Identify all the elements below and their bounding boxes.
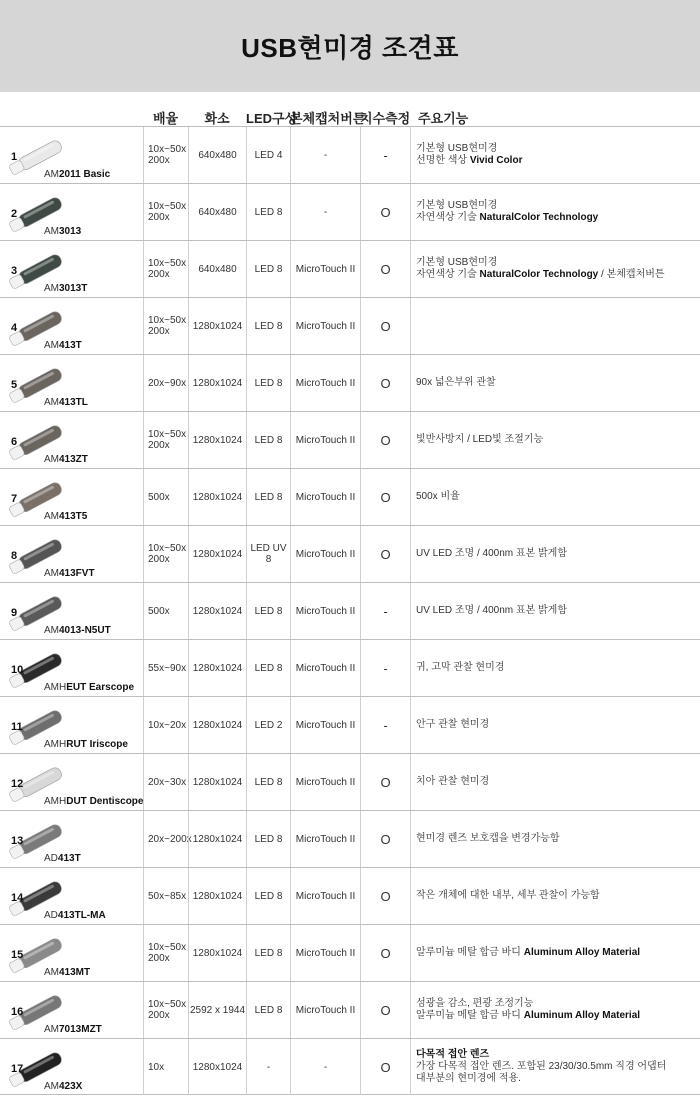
feature-highlight: NaturalColor Technology — [479, 269, 599, 280]
measurement-cell: O — [360, 469, 410, 525]
led-cell: LED UV 8 — [246, 526, 290, 582]
row-number: 10 — [11, 664, 24, 676]
features-lines — [416, 833, 560, 845]
led-cell: LED 8 — [246, 982, 290, 1038]
capture-button-cell: MicroTouch II — [290, 412, 360, 468]
measurement-cell: O — [360, 925, 410, 981]
product-cell — [0, 640, 143, 696]
model-prefix: AMH — [44, 739, 67, 750]
features-lines — [416, 998, 640, 1022]
row-number: 9 — [11, 607, 18, 619]
model-name — [44, 454, 88, 465]
magnification-cell: 10x~50x 200x — [143, 241, 188, 297]
features-cell — [410, 925, 700, 981]
led-cell: LED 8 — [246, 811, 290, 867]
product-cell — [0, 982, 143, 1038]
features-cell — [410, 754, 700, 810]
resolution-cell: 1280x1024 — [188, 298, 246, 354]
magnification-cell: 10x~50x 200x — [143, 526, 188, 582]
resolution-cell: 1280x1024 — [188, 868, 246, 924]
model-name — [44, 796, 143, 807]
measurement-cell: O — [360, 526, 410, 582]
model-name — [44, 625, 111, 636]
row-number: 1 — [11, 151, 18, 163]
resolution-cell: 640x480 — [188, 184, 246, 240]
table-row — [0, 183, 700, 240]
capture-button-cell: MicroTouch II — [290, 868, 360, 924]
resolution-cell: 1280x1024 — [188, 526, 246, 582]
feature-line: 안구 관찰 현미경 — [416, 719, 490, 730]
capture-button-cell: MicroTouch II — [290, 982, 360, 1038]
led-cell: LED 2 — [246, 697, 290, 753]
led-cell: LED 8 — [246, 412, 290, 468]
magnification-cell: 10x~50x 200x — [143, 127, 188, 183]
measurement-cell: O — [360, 298, 410, 354]
product-cell — [0, 127, 143, 183]
table-row — [0, 411, 700, 468]
row-number: 12 — [11, 778, 24, 790]
led-cell: LED 8 — [246, 469, 290, 525]
magnification-cell: 50x~85x — [143, 868, 188, 924]
row-number: 5 — [11, 379, 18, 391]
capture-button-cell: MicroTouch II — [290, 697, 360, 753]
led-cell: LED 8 — [246, 925, 290, 981]
feature-line — [416, 1049, 666, 1061]
features-cell — [410, 127, 700, 183]
led-cell: LED 4 — [246, 127, 290, 183]
row-number: 17 — [11, 1063, 24, 1075]
table-row — [0, 582, 700, 639]
features-lines — [416, 1049, 666, 1085]
model-code: 3013 — [59, 226, 82, 237]
model-name — [44, 283, 87, 294]
feature-line: 빛반사방지 / LED빛 조절기능 — [416, 434, 544, 445]
model-name — [44, 226, 81, 237]
led-cell: LED 8 — [246, 355, 290, 411]
measurement-cell: - — [360, 127, 410, 183]
resolution-cell: 1280x1024 — [188, 469, 246, 525]
model-prefix: AD — [44, 853, 58, 864]
features-lines — [416, 605, 567, 617]
measurement-cell: O — [360, 982, 410, 1038]
feature-line: 90x 넓은부위 관찰 — [416, 377, 496, 388]
features-lines — [416, 491, 460, 503]
capture-button-cell: - — [290, 184, 360, 240]
resolution-cell: 1280x1024 — [188, 640, 246, 696]
feature-line: 자연색상 기술 NaturalColor Technology — [416, 212, 599, 223]
model-prefix: AMH — [44, 682, 67, 693]
product-cell — [0, 1039, 143, 1095]
magnification-cell: 10x~50x 200x — [143, 298, 188, 354]
feature-line: 작은 개체에 대한 내부, 세부 관찰이 가능함 — [416, 890, 600, 901]
capture-button-cell: - — [290, 1039, 360, 1095]
product-cell — [0, 355, 143, 411]
row-number: 2 — [11, 208, 18, 220]
row-number: 16 — [11, 1006, 24, 1018]
product-cell — [0, 754, 143, 810]
model-name — [44, 568, 95, 579]
row-number: 11 — [11, 721, 23, 733]
row-number: 13 — [11, 835, 24, 847]
features-cell — [410, 526, 700, 582]
features-cell — [410, 697, 700, 753]
table-row — [0, 639, 700, 696]
led-cell: LED 8 — [246, 754, 290, 810]
table-row — [0, 240, 700, 297]
model-prefix: AM — [44, 511, 59, 522]
product-cell — [0, 811, 143, 867]
measurement-cell: O — [360, 355, 410, 411]
feature-line: UV LED 조명 / 400nm 표본 밝게함 — [416, 548, 567, 559]
features-lines — [416, 719, 489, 731]
product-cell — [0, 184, 143, 240]
header-capture: 본체캡처버튼 — [290, 111, 366, 126]
features-lines — [416, 548, 567, 560]
product-cell — [0, 241, 143, 297]
capture-button-cell: MicroTouch II — [290, 925, 360, 981]
model-code: 7013MZT — [59, 1024, 102, 1035]
measurement-cell: - — [360, 697, 410, 753]
product-cell — [0, 925, 143, 981]
title-banner — [0, 0, 700, 92]
feature-highlight: Vivid Color — [469, 155, 523, 166]
header-magnification: 배율 — [152, 111, 179, 126]
model-name — [44, 739, 128, 750]
model-prefix: AM — [44, 283, 59, 294]
features-cell — [410, 469, 700, 525]
features-cell — [410, 412, 700, 468]
model-prefix: AM — [44, 967, 59, 978]
table-row — [0, 354, 700, 411]
feature-line: 기본형 USB현미경 — [416, 257, 498, 268]
model-code: 413T — [59, 340, 82, 351]
capture-button-cell: MicroTouch II — [290, 754, 360, 810]
features-lines — [416, 947, 640, 959]
resolution-cell: 1280x1024 — [188, 754, 246, 810]
model-name — [44, 397, 88, 408]
measurement-cell: O — [360, 241, 410, 297]
resolution-cell: 1280x1024 — [188, 355, 246, 411]
measurement-cell: O — [360, 184, 410, 240]
magnification-cell: 10x — [143, 1039, 188, 1095]
measurement-cell: O — [360, 868, 410, 924]
product-cell — [0, 412, 143, 468]
features-cell — [410, 241, 700, 297]
product-cell — [0, 469, 143, 525]
features-lines — [416, 890, 600, 902]
feature-line: 현미경 렌즈 보호캡을 변경가능함 — [416, 833, 560, 844]
led-cell: LED 8 — [246, 298, 290, 354]
measurement-cell: O — [360, 412, 410, 468]
model-name — [44, 340, 82, 351]
row-number: 15 — [11, 949, 24, 961]
magnification-cell: 20x~30x — [143, 754, 188, 810]
table-row — [0, 981, 700, 1038]
model-code: 3013T — [59, 283, 88, 294]
model-prefix: AM — [44, 1081, 59, 1092]
feature-line: 가장 다목적 접안 렌즈. 포함된 23/30/30.5mm 직경 어댑터 — [416, 1061, 667, 1072]
capture-button-cell: MicroTouch II — [290, 526, 360, 582]
model-code: 413T — [57, 853, 81, 864]
table-row — [0, 1038, 700, 1095]
row-number: 14 — [11, 892, 24, 904]
feature-line: 500x 비율 — [416, 491, 460, 502]
features-lines — [416, 662, 504, 674]
features-lines — [416, 377, 496, 389]
row-number: 4 — [11, 322, 18, 334]
capture-button-cell: MicroTouch II — [290, 355, 360, 411]
product-cell — [0, 868, 143, 924]
model-name — [44, 682, 134, 693]
feature-line: 기본형 USB현미경 — [416, 200, 498, 211]
magnification-cell: 10x~50x 200x — [143, 982, 188, 1038]
features-cell — [410, 184, 700, 240]
capture-button-cell: MicroTouch II — [290, 241, 360, 297]
feature-highlight: 다목적 접안 렌즈 — [416, 1049, 490, 1060]
features-cell — [410, 298, 700, 354]
capture-button-cell: MicroTouch II — [290, 298, 360, 354]
features-lines — [416, 434, 543, 446]
row-number: 7 — [11, 493, 18, 505]
magnification-cell: 55x~90x — [143, 640, 188, 696]
feature-highlight: NaturalColor Technology — [479, 212, 599, 223]
table-row — [0, 525, 700, 582]
magnification-cell: 500x — [143, 583, 188, 639]
table-row — [0, 867, 700, 924]
table-row — [0, 468, 700, 525]
feature-line: 치아 관찰 현미경 — [416, 776, 490, 787]
row-number: 8 — [11, 550, 18, 562]
feature-line: 귀, 고막 관찰 현미경 — [416, 662, 505, 673]
model-prefix: AM — [44, 397, 59, 408]
features-lines — [416, 200, 598, 224]
measurement-cell: O — [360, 754, 410, 810]
features-cell — [410, 640, 700, 696]
table-row — [0, 924, 700, 981]
row-number: 3 — [11, 265, 18, 277]
model-name — [44, 967, 90, 978]
header-led: LED구성 — [246, 111, 298, 126]
feature-highlight: Aluminum Alloy Material — [523, 1010, 641, 1021]
features-lines — [416, 143, 522, 167]
measurement-cell: - — [360, 583, 410, 639]
capture-button-cell: MicroTouch II — [290, 811, 360, 867]
measurement-cell: O — [360, 1039, 410, 1095]
model-prefix: AM — [44, 1024, 59, 1035]
resolution-cell: 1280x1024 — [188, 1039, 246, 1095]
model-name — [44, 853, 81, 864]
features-cell — [410, 868, 700, 924]
magnification-cell: 10x~50x 200x — [143, 925, 188, 981]
capture-button-cell: MicroTouch II — [290, 469, 360, 525]
feature-line: 알루미늄 메탈 합금 바디 Aluminum Alloy Material — [416, 947, 641, 958]
page-title: USB현미경 조견표 — [241, 32, 459, 63]
model-name — [44, 1024, 102, 1035]
led-cell: LED 8 — [246, 583, 290, 639]
model-code: 413MT — [59, 967, 91, 978]
magnification-cell: 10x~20x — [143, 697, 188, 753]
feature-line: 기본형 USB현미경 — [416, 143, 498, 154]
feature-highlight: Aluminum Alloy Material — [523, 947, 641, 958]
product-cell — [0, 583, 143, 639]
model-prefix: AM — [44, 625, 59, 636]
led-cell: - — [246, 1039, 290, 1095]
row-number: 6 — [11, 436, 18, 448]
resolution-cell: 640x480 — [188, 127, 246, 183]
features-cell — [410, 355, 700, 411]
resolution-cell: 1280x1024 — [188, 583, 246, 639]
model-prefix: AMH — [44, 796, 67, 807]
magnification-cell: 10x~50x 200x — [143, 184, 188, 240]
feature-line: 자연색상 기술 NaturalColor Technology / 본체캡처버튼 — [416, 269, 665, 280]
led-cell: LED 8 — [246, 241, 290, 297]
resolution-cell: 2592 x 1944 — [188, 982, 246, 1038]
led-cell: LED 8 — [246, 868, 290, 924]
features-cell — [410, 982, 700, 1038]
model-prefix: AM — [44, 169, 59, 180]
model-code: 413T5 — [59, 511, 88, 522]
model-code: EUT Earscope — [66, 682, 135, 693]
measurement-cell: - — [360, 640, 410, 696]
measurement-cell: O — [360, 811, 410, 867]
header-features: 주요기능 — [418, 111, 469, 126]
header-measure: 치수측정 — [360, 111, 411, 126]
resolution-cell: 1280x1024 — [188, 697, 246, 753]
model-prefix: AM — [44, 226, 59, 237]
feature-line: 섬광을 감소, 편광 조정기능 — [416, 998, 534, 1009]
led-cell: LED 8 — [246, 640, 290, 696]
model-code: 423X — [59, 1081, 83, 1092]
model-prefix: AM — [44, 340, 59, 351]
model-code: 2011 Basic — [59, 169, 111, 180]
features-cell — [410, 811, 700, 867]
header-resolution: 화소 — [204, 111, 230, 126]
led-cell: LED 8 — [246, 184, 290, 240]
model-name — [44, 169, 110, 180]
model-prefix: AM — [44, 454, 59, 465]
model-name — [44, 511, 87, 522]
resolution-cell: 640x480 — [188, 241, 246, 297]
table-row — [0, 297, 700, 354]
feature-line: 알루미늄 메탈 합금 바디 Aluminum Alloy Material — [416, 1010, 641, 1021]
model-name — [44, 910, 106, 921]
table-row — [0, 696, 700, 753]
model-prefix: AM — [44, 568, 59, 579]
magnification-cell: 10x~50x 200x — [143, 412, 188, 468]
features-cell — [410, 1039, 700, 1095]
table-row — [0, 810, 700, 867]
features-lines — [416, 776, 489, 788]
feature-line: UV LED 조명 / 400nm 표본 밝게함 — [416, 605, 567, 616]
magnification-cell: 500x — [143, 469, 188, 525]
model-code: 413TL — [59, 397, 88, 408]
model-code: 413ZT — [59, 454, 88, 465]
resolution-cell: 1280x1024 — [188, 925, 246, 981]
capture-button-cell: - — [290, 127, 360, 183]
capture-button-cell: MicroTouch II — [290, 583, 360, 639]
model-prefix: AD — [44, 910, 58, 921]
model-name — [44, 1081, 82, 1092]
model-code: 413FVT — [59, 568, 95, 579]
product-cell — [0, 298, 143, 354]
magnification-cell: 20x~90x — [143, 355, 188, 411]
capture-button-cell: MicroTouch II — [290, 640, 360, 696]
resolution-cell: 1280x1024 — [188, 412, 246, 468]
model-code: 4013-N5UT — [59, 625, 111, 636]
model-code: RUT Iriscope — [66, 739, 128, 750]
feature-line: 대부분의 현미경에 적용. — [416, 1073, 521, 1084]
features-cell — [410, 583, 700, 639]
spec-table — [0, 126, 700, 1095]
feature-line: 선명한 색상 Vivid Color — [416, 155, 523, 166]
magnification-cell: 20x~200x — [143, 811, 188, 867]
product-cell — [0, 526, 143, 582]
model-code: 413TL-MA — [57, 910, 106, 921]
table-row — [0, 126, 700, 183]
resolution-cell: 1280x1024 — [188, 811, 246, 867]
model-code: DUT Dentiscope — [66, 796, 144, 807]
table-row — [0, 753, 700, 810]
product-cell — [0, 697, 143, 753]
features-lines — [416, 257, 665, 281]
